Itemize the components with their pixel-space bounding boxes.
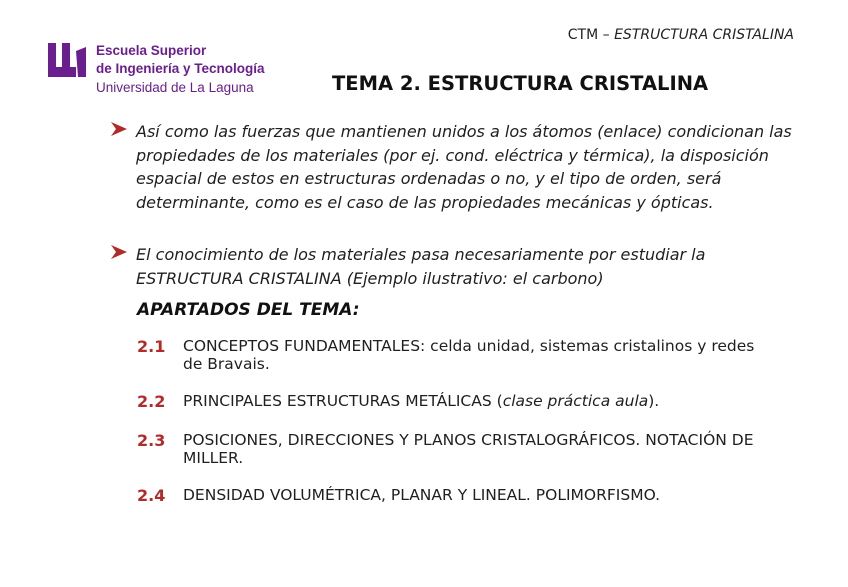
bullet-text: El conocimiento de los materiales pasa necesariamente por estudiar la ESTRUCTURA CRISTALINA (Ejemplo ilustrativo: el carbono)	[136, 245, 706, 288]
bullet-item	[110, 120, 800, 214]
section-number: 2.1	[137, 337, 166, 356]
section-text: POSICIONES, DIRECCIONES Y PLANOS CRISTALOGRÁFICOS. NOTACIÓN DE MILLER.	[183, 431, 754, 467]
section-number: 2.2	[137, 392, 166, 411]
logo-line-1: Escuela Superior	[96, 43, 207, 58]
header-course-label	[568, 27, 794, 43]
ull-logo-icon	[44, 43, 88, 77]
section-number: 2.4	[137, 486, 166, 505]
section-text-post: ).	[648, 392, 660, 410]
apartados-heading: APARTADOS DEL TEMA:	[137, 300, 360, 320]
section-item	[137, 392, 777, 410]
section-text-pre: PRINCIPALES ESTRUCTURAS METÁLICAS (	[183, 392, 503, 410]
slide-title: TEMA 2. ESTRUCTURA CRISTALINA	[332, 72, 709, 95]
header-subject: ESTRUCTURA CRISTALINA	[614, 27, 794, 43]
logo-line-2: de Ingeniería y Tecnología	[96, 61, 265, 76]
arrow-bullet-icon	[110, 243, 128, 261]
section-text	[183, 392, 777, 410]
arrow-bullet-icon	[110, 120, 128, 138]
bullet-text: Así como las fuerzas que mantienen unidos a los átomos (enlace) condicionan las propiedades de los materiales (por ej. cond. eléctrica y térmica), la disposición espacial de estos en estructuras ordenadas o no, y el tipo de orden, será determinante, como es el caso de las propiedades mecánicas y ópticas.	[136, 122, 792, 212]
header-course: CTM –	[567, 27, 610, 43]
logo-line-3: Universidad de La Laguna	[96, 80, 254, 95]
section-text: DENSIDAD VOLUMÉTRICA, PLANAR Y LINEAL. POLIMORFISMO.	[183, 486, 661, 504]
section-text: CONCEPTOS FUNDAMENTALES: celda unidad, sistemas cristalinos y redes de Bravais.	[183, 337, 755, 373]
school-logo	[44, 43, 304, 101]
section-text-italic: clase práctica aula	[502, 392, 649, 410]
section-item	[137, 337, 777, 373]
section-number: 2.3	[137, 431, 166, 450]
bullet-item	[110, 243, 800, 290]
section-item	[137, 486, 777, 504]
section-item	[137, 431, 777, 467]
